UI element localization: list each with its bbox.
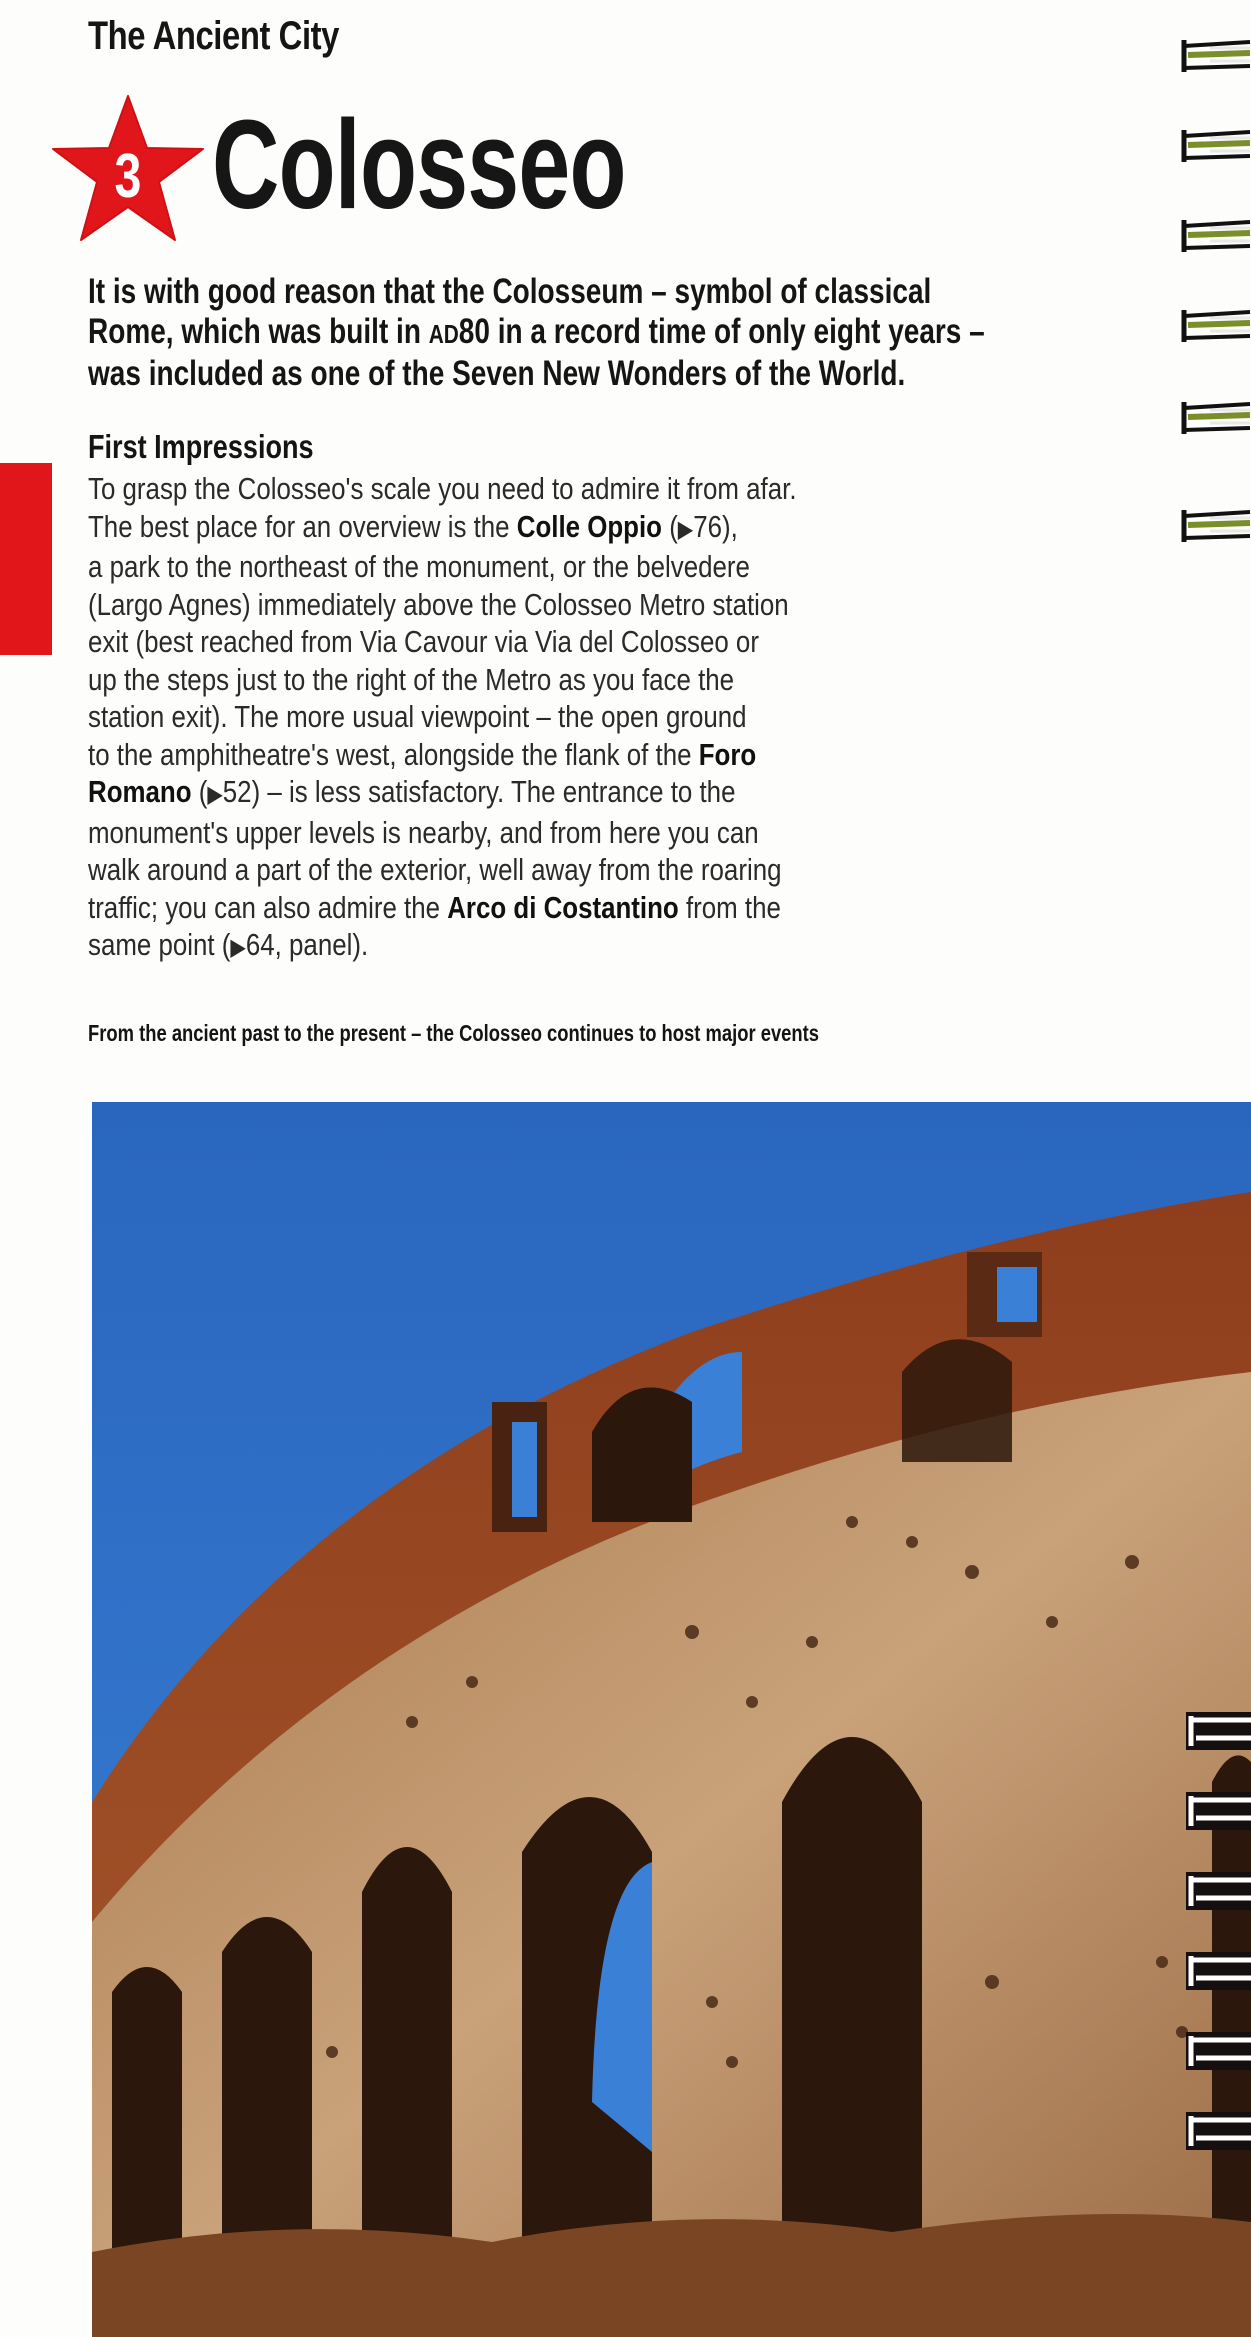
- body-line: [88, 623, 998, 661]
- binding-ring: [1180, 508, 1251, 544]
- lead-line-3: was included as one of the Seven New Wonders of the World.: [88, 354, 906, 393]
- lead-text: in a record time of only eight years –: [489, 312, 985, 351]
- colosseum-illustration: [92, 1102, 1251, 2337]
- lead-line-2: [88, 312, 1112, 354]
- binding-ring: [1180, 218, 1251, 254]
- lead-line-1: It is with good reason that the Colosseum – symbol of classical: [88, 272, 932, 311]
- text: (: [191, 774, 208, 809]
- binding-ring: [1180, 38, 1251, 74]
- text: monument's upper levels is nearby, and from here you can: [88, 814, 759, 850]
- page-ref-arrow-icon: ▶: [677, 515, 694, 543]
- binding-ring: [1186, 1792, 1251, 1830]
- page-ref-arrow-icon: ▶: [207, 781, 223, 808]
- text: The best place for an overview is the: [88, 508, 517, 544]
- text: from the: [678, 889, 781, 925]
- text: up the steps just to the right of the Metro as you face the: [88, 661, 735, 697]
- body-line: [88, 548, 998, 586]
- text: traffic; you can also admire the: [88, 889, 448, 925]
- body-line: [88, 773, 998, 814]
- body-line: [88, 470, 998, 508]
- body-line: [88, 814, 998, 852]
- text: (: [661, 508, 678, 544]
- place-name-arco-di-costantino: Arco di Costantino: [447, 889, 679, 925]
- text: to the amphitheatre's west, alongside the flank of the: [88, 736, 699, 772]
- text: walk around a part of the exterior, well away from the roaring: [88, 852, 782, 887]
- binding-ring: [1186, 1872, 1251, 1910]
- binding-ring: [1186, 1712, 1251, 1750]
- page-ref: 76: [693, 508, 723, 544]
- text: ),: [722, 508, 738, 544]
- era-label: AD: [428, 319, 459, 349]
- text: ).: [352, 927, 369, 962]
- body-line: [88, 661, 998, 699]
- text: exit (best reached from Via Cavour via Via del Colosseo or: [88, 624, 759, 659]
- sight-number: 3: [114, 142, 142, 211]
- sight-number-star: [48, 92, 208, 247]
- text: station exit). The more usual viewpoint – the open ground: [88, 699, 747, 734]
- text: (Largo Agnes) immediately above the Colosseo Metro station: [88, 586, 789, 622]
- year: 80: [458, 312, 490, 351]
- photo-caption: From the ancient past to the present – the Colosseo continues to host major events: [88, 1020, 820, 1046]
- place-name-romano: Romano: [88, 774, 192, 809]
- body-line: [88, 851, 998, 889]
- place-name-colle-oppio: Colle Oppio: [516, 508, 662, 544]
- body-line: [88, 586, 998, 624]
- page-ref: 52: [222, 774, 252, 809]
- colosseum-photo: [92, 1102, 1251, 2337]
- body-paragraph: [88, 470, 998, 967]
- text: ) – is less satisfactory. The entrance to the: [251, 774, 736, 809]
- lead-paragraph: [88, 272, 1112, 394]
- section-label: The Ancient City: [88, 14, 340, 58]
- body-line: [88, 926, 998, 967]
- text: same point (: [88, 927, 231, 962]
- body-line: [88, 508, 998, 549]
- page-ref-arrow-icon: ▶: [230, 934, 246, 961]
- lead-text: Rome, which was built in: [88, 312, 429, 351]
- body-line: [88, 889, 998, 927]
- page-title: Colosseo: [212, 94, 626, 235]
- place-name-foro: Foro: [698, 736, 757, 772]
- body-line: [88, 698, 998, 736]
- text: To grasp the Colosseo's scale you need to admire it from afar.: [88, 471, 797, 506]
- binding-ring: [1180, 308, 1251, 344]
- page-ref: 64, panel: [245, 927, 353, 962]
- section-heading: First Impressions: [88, 428, 314, 465]
- binding-ring: [1180, 400, 1251, 436]
- binding-ring: [1186, 1952, 1251, 1990]
- binding-ring: [1180, 128, 1251, 164]
- body-line: [88, 736, 998, 774]
- text: a park to the northeast of the monument, or the belvedere: [88, 549, 750, 584]
- binding-ring: [1186, 2032, 1251, 2070]
- chapter-tab-marker: [0, 463, 52, 655]
- binding-ring: [1186, 2112, 1251, 2150]
